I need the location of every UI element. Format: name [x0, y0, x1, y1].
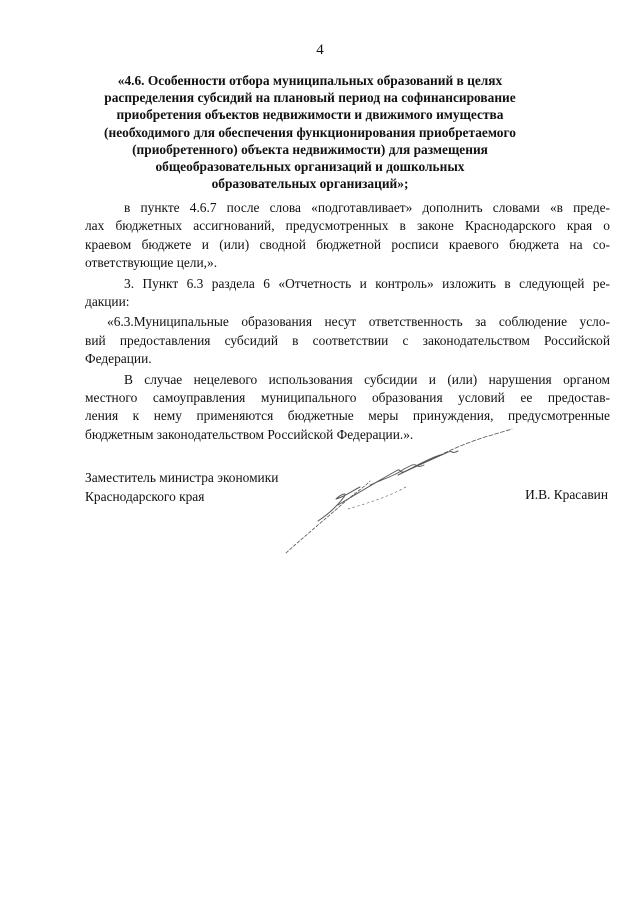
paragraph-line: местного самоуправления муниципального образования условий ее предостав- — [85, 390, 610, 406]
signer-title-line: Заместитель министра экономики — [85, 470, 279, 485]
heading-line: общеобразовательных организаций и дошкольных — [155, 159, 465, 175]
paragraph-line: «6.3.Муниципальные образования несут ответственность за соблюдение усло- — [107, 314, 610, 330]
paragraph-line: дакции: — [85, 294, 130, 310]
heading-line: (приобретенного) объекта недвижимости) для размещения — [132, 141, 488, 157]
heading-line: (необходимого для обеспечения функционирования приобретаемого — [104, 124, 516, 140]
paragraph-line: 3. Пункт 6.3 раздела 6 «Отчетность и контроль» изложить в следующей ре- — [124, 275, 610, 291]
page-number: 4 — [316, 42, 324, 58]
paragraph-item-3 — [85, 275, 610, 312]
paragraph-line: лах бюджетных ассигнований, предусмотренных в законе Краснодарского края о — [85, 218, 610, 234]
heading-line: распределения субсидий на плановый период на софинансирование — [104, 90, 516, 106]
paragraph-line: бюджетным законодательством Российской Федерации.». — [85, 426, 414, 442]
heading-line: образовательных организаций»; — [211, 176, 409, 192]
paragraph-line: ления к нему применяются бюджетные меры принуждения, предусмотренные — [85, 408, 610, 424]
paragraph-amendment-4-6-7 — [85, 199, 610, 273]
handwritten-signature — [278, 425, 518, 565]
paragraph-line: ответствующие цели,». — [85, 255, 218, 271]
paragraph-line: в пункте 4.6.7 после слова «подготавливает» дополнить словами «в преде- — [124, 200, 610, 215]
signer-title — [85, 469, 278, 506]
paragraph-line: Федерации. — [85, 351, 152, 367]
heading-line: «4.6. Особенности отбора муниципальных образований в целях — [117, 73, 503, 88]
section-heading — [90, 72, 530, 192]
paragraph-line: краевом бюджете и (или) сводной бюджетной росписи краевого бюджета на со- — [85, 236, 610, 252]
signer-title-line: Краснодарского края — [85, 488, 205, 504]
paragraph-6-3 — [85, 313, 610, 368]
document-body — [85, 199, 610, 444]
signer-name: И.В. Красавин — [525, 487, 608, 502]
paragraph-line: В случае нецелевого использования субсидии и (или) нарушения органом — [124, 371, 610, 387]
heading-line: приобретения объектов недвижимости и движимого имущества — [116, 107, 504, 123]
paragraph-line: вий предоставления субсидий в соответствии с законодательством Российской — [85, 332, 610, 348]
